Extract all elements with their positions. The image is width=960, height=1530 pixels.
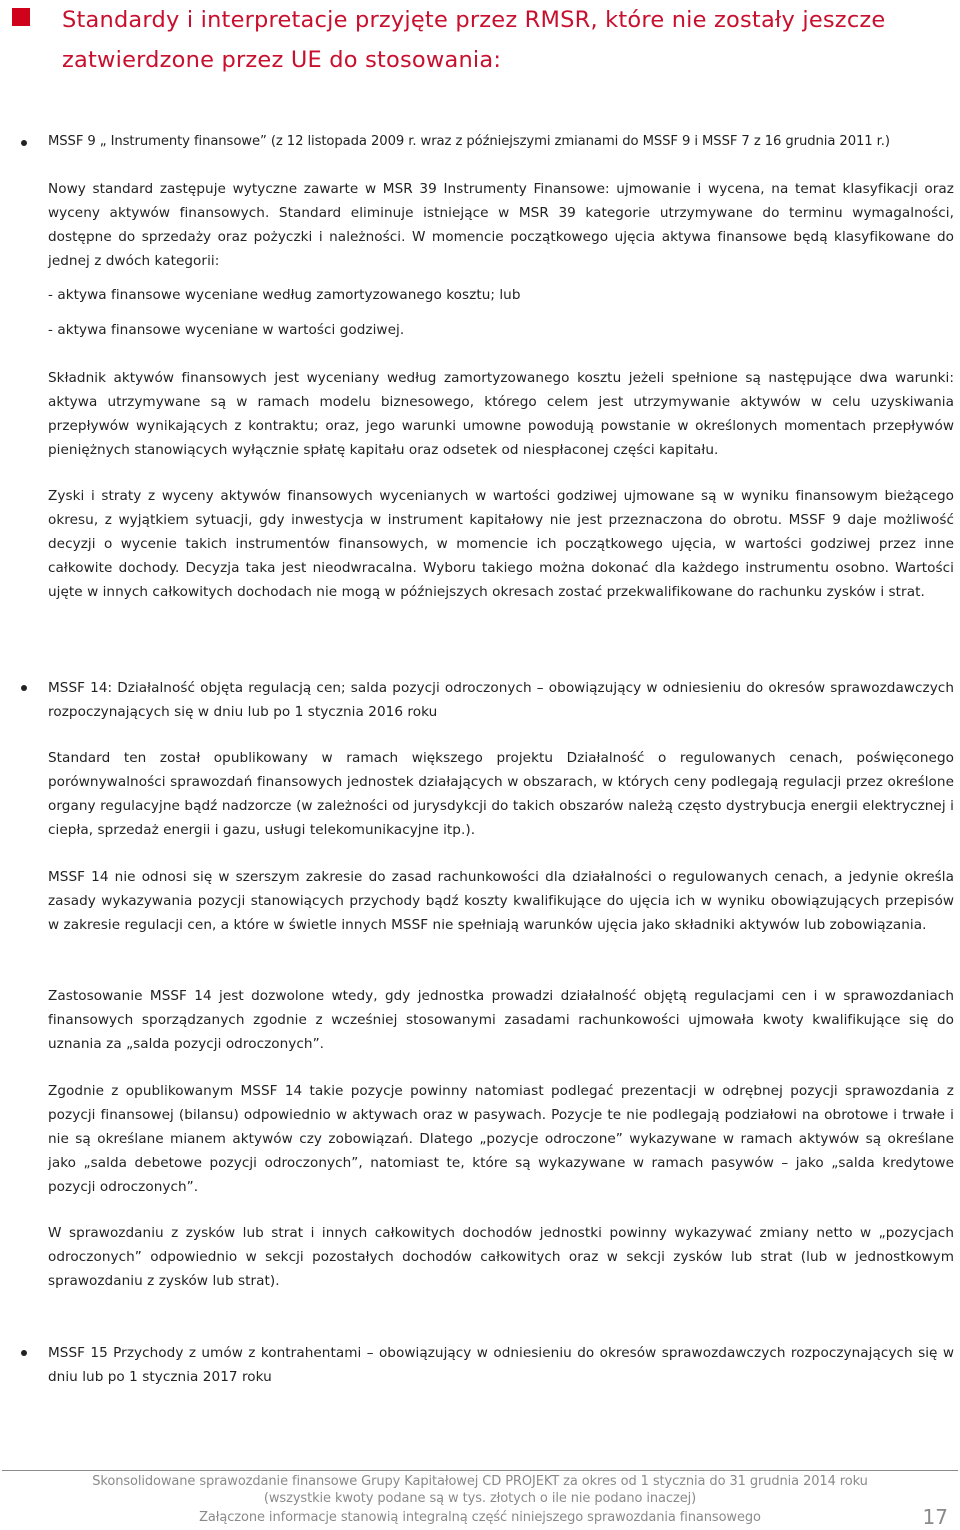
footer-currency-note: (wszystkie kwoty podane są w tys. złotych o ile nie podano inaczej) [263,1491,697,1506]
paragraph [48,1079,954,1199]
paragraph-text: Zyski i straty z wyceny aktywów finansowych wycenianych w wartości godziwej ujmowane są w wyniku finansowym bieżącego okresu, z wyjątkiem sytuacji, gdy inwestycja w instrument kapitałowy nie jest przeznaczona do obrotu. MSSF 9 daje możliwość decyzji o wycenie takich instrumentów finansowych, w momencie ich początkowego ujęcia, w wartości godziwej przez inne całkowite dochody. Decyzja taka jest nieodwracalna. Wyboru takiego można dokonać dla każdego instrumentu osobno. Wartości ujęte w innych całkowitych dochodach nie mogą w późniejszych okresach zostać przekwalifikowane do rachunku zysków i strat. [48,488,954,600]
paragraph [48,865,954,937]
paragraph-text: Składnik aktywów finansowych jest wyceniany według zamortyzowanego kosztu jeżeli spełnione są następujące dwa warunki: aktywa utrzymywane są w ramach modelu biznesowego, którego celem jest utrzymywanie aktywów w celu uzyskiwania przepływów wynikających z kontraktu; oraz, jego warunki umowne powodują powstanie w określonych momentach przepływów pieniężnych stanowiących wyłącznie spłatę kapitału oraz odsetek od niespłaconej części kapitału. [48,370,954,458]
paragraph-text: Zgodnie z opublikowanym MSSF 14 takie pozycje powinny natomiast podlegać prezentacji w odrębnej pozycji sprawozdania z pozycji finansowej (bilansu) odpowiednio w aktywach oraz w pasywach. Pozycje te nie podlegają podziałowi na obrotowe i trwałe i nie są określane mianem aktywów czy zobowiązań. Dlatego „pozycje odroczone” wykazywane w ramach aktywów są określane jako „salda debetowe pozycji odroczonych”, natomiast te, które są wykazywane w ramach pasywów – jako „salda kredytowe pozycji odroczonych”. [48,1083,954,1195]
footer-integral-note: Załączone informacje stanowią integralną część niniejszego sprawozdania finansowego [199,1510,761,1525]
paragraph [48,366,954,462]
footer-report-title: Skonsolidowane sprawozdanie finansowe Grupy Kapitałowej CD PROJEKT za okres od 1 stycznia do 31 grudnia 2014 roku [92,1474,868,1489]
bullet-title: MSSF 9 „ Instrumenty finansowe” (z 12 listopada 2009 r. wraz z późniejszymi zmianami do MSSF 9 i MSSF 7 z 16 grudnia 2011 r.) [48,134,890,149]
heading-marker-square [12,8,30,26]
page-number: 17 [922,1505,948,1529]
bullet-title: MSSF 14: Działalność objęta regulacją cen; salda pozycji odroczonych – obowiązujący w odniesieniu do okresów sprawozdawczych rozpoczynających się w dniu lub po 1 stycznia 2016 roku [48,680,954,720]
paragraph-text: Zastosowanie MSSF 14 jest dozwolone wtedy, gdy jednostka prowadzi działalność objętą regulacjami cen i w sprawozdaniach finansowych sporządzanych zgodnie z wcześniej stosowanymi zasadami rachunkowości ujmowała kwoty kwalifikujące się do uznania za „salda pozycji odroczonych”. [48,988,954,1052]
paragraph-text: MSSF 14 nie odnosi się w szerszym zakresie do zasad rachunkowości dla działalności o regulowanych cenach, a jedynie określa zasady wykazywania pozycji stanowiących przychody bądź koszty kwalifikujące do ujęcia ich w wyniku obowiązujących przepisów w zakresie regulacji cen, a które w świetle innych MSSF nie spełniają warunków ujęcia jako składniki aktywów lub zobowiązania. [48,869,954,933]
paragraph [48,984,954,1056]
dash-item-text: - aktywa finansowe wyceniane według zamortyzowanego kosztu; lub [48,287,521,303]
bullet-icon [21,1350,27,1356]
dash-item-text: - aktywa finansowe wyceniane w wartości godziwej. [48,322,405,338]
footer-divider [2,1470,958,1471]
paragraph-text: W sprawozdaniu z zysków lub strat i innych całkowitych dochodów jednostki powinny wykazywać zmiany netto w „pozycjach odroczonych” odpowiednio w sekcji pozostałych dochodów całkowitych oraz w sekcji zysków lub strat (lub w jednostkowym sprawozdaniu z zysków lub strat). [48,1225,954,1289]
bullet-item-mssf15 [48,1341,954,1389]
paragraph-text: Nowy standard zastępuje wytyczne zawarte w MSR 39 Instrumenty Finansowe: ujmowanie i wycena, na temat klasyfikacji oraz wyceny aktywów finansowych. Standard eliminuje istniejące w MSR 39 kategorie utrzymywane do terminu wymagalności, dostępne do sprzedaży oraz pożyczki i należności. W momencie początkowego ujęcia aktywa finansowe będą klasyfikowane do jednej z dwóch kategorii: [48,181,954,269]
bullet-item-mssf14 [48,676,954,724]
bullet-item-mssf9 [48,130,954,154]
paragraph [48,177,954,273]
paragraph [48,484,954,604]
paragraph [48,746,954,842]
bullet-icon [21,685,27,691]
list-item [48,283,954,307]
list-item [48,318,954,342]
paragraph-text: Standard ten został opublikowany w ramach większego projektu Działalność o regulowanych cenach, poświęconego porównywalności sprawozdań finansowych jednostek działających w obszarach, w których ceny podlegają regulacji przez określone organy regulacyjne bądź nadzorcze (w zależności od jurysdykcji do takich obszarów należą często dystrybucja energii elektrycznej i ciepła, sprzedaż energii i gazu, usługi telekomunikacyjne itp.). [48,750,954,838]
bullet-icon [21,140,27,146]
paragraph [48,1221,954,1293]
heading-title: Standardy i interpretacje przyjęte przez RMSR, które nie zostały jeszcze zatwierdzone przez UE do stosowania: [62,7,886,73]
bullet-title: MSSF 15 Przychody z umów z kontrahentami – obowiązujący w odniesieniu do okresów sprawozdawczych rozpoczynających się w dniu lub po 1 stycznia 2017 roku [48,1345,954,1385]
